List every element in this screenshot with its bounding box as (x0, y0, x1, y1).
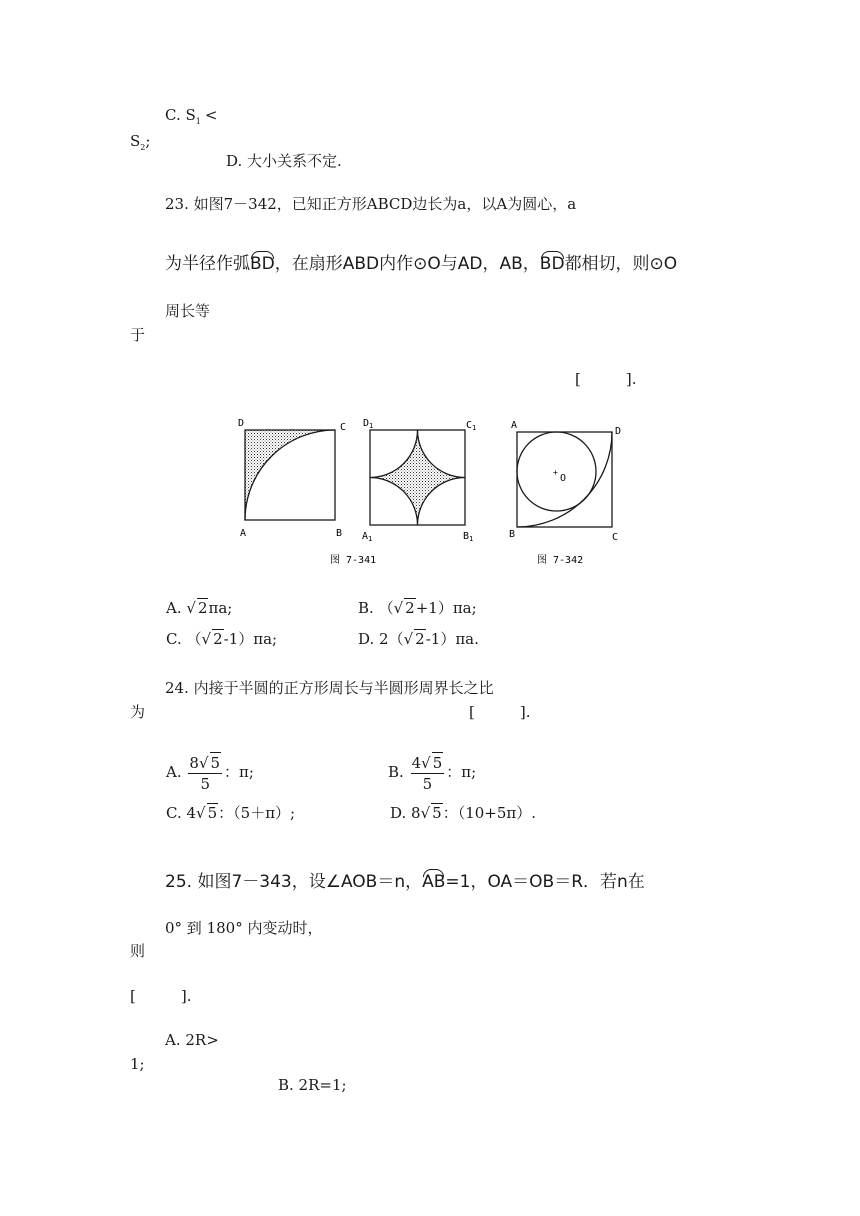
q23-option-d: D. 2（√ 2-1）πa. (358, 630, 479, 648)
label-c1: $C_1$ (466, 420, 477, 432)
q23-option-a-label: A. (166, 599, 182, 617)
q25-option-a: A. 2R> (165, 1031, 219, 1049)
q24-option-b-fraction: $\frac{4√ 5}{5}$ (411, 754, 443, 793)
label-a1: $A_1$ (362, 531, 373, 543)
label-d1: $D_1$ (363, 418, 374, 430)
q25-line1-part2: =1，OA＝OB＝R．若n在 (445, 872, 645, 892)
q24-option-c-tail: ：（5＋π）; (218, 804, 296, 822)
label-c: C (340, 422, 347, 433)
q25-line1 (165, 873, 645, 891)
q24-option-b-label: B. (388, 763, 404, 781)
q23-line4: 于 (130, 326, 146, 344)
q23-option-a: A. √ 2πa; (166, 599, 233, 617)
q23-option-c-label: C. (166, 630, 182, 648)
option-c-prev-tail-end: ; (145, 132, 151, 150)
q24-option-a-fraction: $\frac{8√ 5}{5}$ (189, 754, 221, 793)
q24-option-d-label: D. (390, 804, 407, 822)
figures (230, 412, 630, 572)
q25-option-a-tail: 1; (130, 1055, 145, 1073)
q25-line2: 0° 到 180° 内变动时， (165, 919, 323, 937)
q23-line2-part2: ，在扇形ABD内作⊙O与AD，AB， (274, 254, 540, 274)
q24-option-c-radicand: 5 (207, 804, 218, 822)
option-c-prev-sub: 1 (195, 117, 201, 126)
q23-option-c: C. （√ 2-1）πa; (166, 630, 278, 648)
q25-line3: 则 (130, 942, 146, 960)
label-d-342: D (615, 426, 622, 437)
q25-option-b: B. 2R=1; (278, 1076, 347, 1094)
q23-option-b-pre: （ (378, 599, 394, 617)
q23-option-c-radicand: 2 (213, 630, 223, 648)
label-b-342: B (509, 529, 516, 540)
q24-line2: 为 (130, 703, 146, 721)
q23-option-a-radicand: 2 (197, 599, 208, 617)
option-c-prev-tail-text: S (130, 132, 141, 150)
q24-option-c: C. 4√ 5：（5＋π）; (166, 804, 296, 822)
q24-option-a-tail: ：π; (224, 763, 254, 781)
option-c-prev-tail-sub: 2 (140, 143, 146, 152)
arc-bd-1: BD (250, 254, 275, 274)
q23-option-a-tail: πa; (208, 599, 233, 617)
q23-option-b: B. （√ 2+1）πa; (358, 599, 477, 617)
q23-option-b-tail: +1）πa; (415, 599, 477, 617)
q24-option-d-radicand: 5 (432, 804, 442, 822)
q24-option-b-tail: ：π; (446, 763, 477, 781)
q24-answer-bracket: [ ]. (469, 703, 531, 721)
q24-option-c-coef: 4 (186, 804, 197, 822)
q24-option-a (166, 752, 254, 794)
q24-option-b-radicand: 5 (432, 754, 443, 772)
q23-option-c-pre: （ (186, 630, 202, 648)
q25-line1-part1: 25. 如图7－343，设∠AOB＝n， (165, 872, 423, 892)
q23-line3: 周长等 (165, 302, 211, 320)
q24-option-b-denominator: 5 (422, 775, 433, 793)
label-a: A (240, 528, 247, 539)
arc-ab: AB (422, 872, 446, 892)
q24-option-d: D. 8√ 5：（10+5π）. (390, 804, 537, 822)
figure-341-right (362, 418, 476, 543)
q23-option-b-radicand: 2 (405, 599, 415, 617)
option-c-prev-relation: < (204, 106, 218, 124)
q24-option-a-radicand: 5 (210, 754, 221, 772)
q23-line2 (165, 255, 677, 273)
q24-option-d-coef: 8 (411, 804, 421, 822)
q23-line2-part1: 为半径作弧 (165, 254, 250, 274)
q23-option-d-label: D. (358, 630, 375, 648)
q24-option-b-coef: 4 (411, 754, 422, 772)
caption-341: 图 7-341 (330, 555, 377, 566)
q23-option-d-tail: -1）πa. (425, 630, 479, 648)
arc-bd-2: BD (539, 254, 565, 274)
option-c-prev-text: C. S (165, 106, 196, 124)
q23-line1: 23. 如图7－342，已知正方形ABCD边长为a，以A为圆心，a (165, 195, 577, 213)
caption-342: 图 7-342 (537, 555, 584, 566)
label-b: B (336, 528, 343, 539)
option-d-prev: D. 大小关系不定. (226, 152, 342, 170)
q24-option-a-label: A. (166, 763, 182, 781)
q24-option-b (388, 752, 476, 794)
label-o: O (560, 473, 567, 484)
label-c-342: C (612, 532, 619, 543)
q24-option-a-denominator: 5 (200, 775, 210, 793)
q23-line2-part3: 都相切，则⊙O (564, 254, 678, 274)
q23-option-b-label: B. (358, 599, 374, 617)
option-c-prev-tail (130, 132, 150, 157)
q23-option-c-tail: -1）πa; (223, 630, 278, 648)
q23-answer-bracket: [ ]. (575, 370, 637, 388)
option-c-prev (165, 106, 217, 131)
q25-answer-bracket: [ ]. (130, 987, 192, 1005)
center-o-mark: + (553, 468, 558, 477)
q24-line1: 24. 内接于半圆的正方形周长与半圆形周界长之比 (165, 679, 494, 697)
q24-option-c-label: C. (166, 804, 182, 822)
figure-342 (509, 420, 621, 543)
label-d: D (238, 418, 245, 429)
label-a-342: A (511, 420, 518, 431)
q24-option-a-coef: 8 (189, 754, 199, 772)
label-b1: $B_1$ (463, 531, 474, 543)
q24-option-d-tail: ：（10+5π）. (442, 804, 537, 822)
figure-341-left (238, 418, 346, 539)
q23-option-d-pre: 2（ (379, 630, 404, 648)
q23-option-d-radicand: 2 (415, 630, 425, 648)
